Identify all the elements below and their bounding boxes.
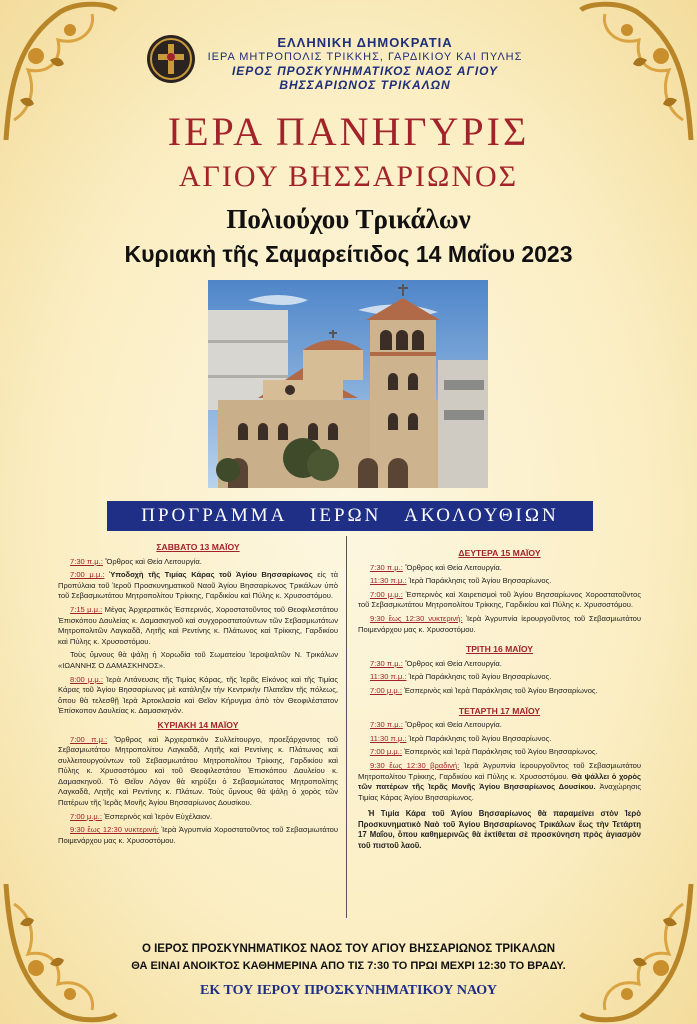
- entry-text: Ἱερὰ Ἀγρυπνία ἱερουργοῦντος τοῦ Σεβασμιωτάτου Μητροπολίτου Τρίκκης, Γαρδικίου καὶ Πύλης κ. Χρυσοστόμου.: [358, 760, 641, 781]
- schedule-entry: [58, 825, 338, 846]
- entry-text: Ὄρθρος καὶ Θεία Λειτουργία.: [404, 658, 502, 668]
- entry-time: 7:30 π.μ.:: [370, 720, 403, 730]
- entry-time: 7:00 μ.μ.:: [70, 811, 102, 821]
- entry-text: Ἑσπερινὸς καὶ Ἱερὰ Παράκλησις τοῦ Ἁγίου Βησσαρίωνος.: [404, 685, 598, 695]
- schedule-entry: [358, 563, 641, 574]
- entry-time: 11:30 π.μ.:: [370, 733, 407, 743]
- schedule-entry: [58, 570, 338, 602]
- header-line-2: ΙΕΡΑ ΜΗΤΡΟΠΟΛΙΣ ΤΡΙΚΚΗΣ, ΓΑΡΔΙΚΙΟΥ ΚΑΙ ΠΥΛΗΣ: [207, 51, 523, 63]
- entry-time: 11:30 π.μ.:: [370, 672, 407, 682]
- footer-line-2: ΘΑ ΕΙΝΑΙ ΑΝΟΙΚΤΟΣ ΚΑΘΗΜΕΡΙΝΑ ΑΠΟ ΤΙΣ 7:30 ΤΟ ΠΡΩΙ ΜΕΧΡΙ 12:30 ΤΟ ΒΡΑΔΥ.: [131, 960, 566, 972]
- entry-text: εἰς τὰ Προπύλαια τοῦ Ἱεροῦ Προσκυνηματικοῦ Ναοῦ Ἁγίου Βησσαρίωνος Τρικάλων ὑπὸ τοῦ Σεβασμιωτάτου Μητροπολίτου Τρίκκης, Γαρδικίου καὶ Πύλης κ. Χρυσοστόμου.: [58, 570, 338, 601]
- entry-text: Ὄρθρος καὶ Θεία Λειτουργία.: [404, 720, 502, 730]
- schedule-entry: [58, 650, 338, 671]
- entry-time: 7:30 π.μ.:: [370, 658, 403, 668]
- schedule-entry: [358, 747, 641, 758]
- header-line-4: ΒΗΣΣΑΡΙΩΝΟΣ ΤΡΙΚΑΛΩΝ: [279, 78, 451, 92]
- schedule-entry: [358, 686, 641, 697]
- schedule-entry: [58, 605, 338, 647]
- schedule-entry: [358, 761, 641, 803]
- entry-text: Ἱερὰ Παράκλησις τοῦ Ἁγίου Βησσαρίωνος.: [408, 672, 552, 682]
- schedule-entry: [358, 576, 641, 587]
- schedule-entry: [58, 735, 338, 809]
- program-banner: ΠΡΟΓΡΑΜΜΑ ΙΕΡΩΝ ΑΚΟΛΟΥΘΙΩΝ: [107, 501, 593, 531]
- entry-time: 7:00 μ.μ.:: [370, 589, 403, 599]
- column-divider: [346, 536, 347, 918]
- entry-text: Ἑσπερινὸς καὶ Ἱερὸν Εὐχέλαιον.: [104, 811, 213, 821]
- church-photo: [208, 280, 488, 488]
- entry-bold-text: Ὑποδοχὴ τῆς Τιμίας Κάρας τοῦ Ἁγίου Βησσαρίωνος: [109, 570, 313, 580]
- entry-text: Ἑσπερινὸς καὶ Ἱερὰ Παράκλησις τοῦ Ἁγίου Βησσαρίωνος.: [404, 747, 598, 757]
- relic-note: Ἡ Τιμία Κάρα τοῦ Ἁγίου Βησσαρίωνος θὰ παραμείνει στὸν Ἱερὸ Προσκυνηματικὸ Ναὸ τοῦ Ἁγίου Βησσαρίωνος Τρικάλων ἕως τὴν Τετάρτη 17 Μαΐου, ὅπου καθημερινῶς θὰ ἐκτίθεται σὲ προσκύνηση πρὸς ἁγιασμὸν τοῦ πιστοῦ λαοῦ.: [358, 809, 641, 851]
- entry-time: 7:00 π.μ.:: [70, 734, 108, 744]
- schedule-entry: [358, 672, 641, 683]
- day-heading-sunday: ΚΥΡΙΑΚΗ 14 ΜΑΪΟΥ: [157, 719, 239, 730]
- entry-text: Ἱερὰ Λιτάνευσις τῆς Τιμίας Κάρας, τῆς Ἱερᾶς Εἰκόνος καὶ τῆς Τιμίας Κάρας τοῦ Ἁγίου Βησσαρίωνος μὲ κατάληξιν τὴν Κεντρικὴν Πλατεῖαν τῆς πόλεως, ὅπου θὰ τελεσθῇ Ἱερὰ Ἀρτοκλασία καὶ Θεῖον Κήρυγμα ἀπὸ τὸν Θεοφιλέστατον Ἐπίσκοπον Δαυλείας κ. Δαμασκηνόν.: [58, 674, 338, 716]
- day-heading-saturday: ΣΑΒΒΑΤΟ 13 ΜΑΪΟΥ: [156, 542, 240, 552]
- schedule-entry: [358, 614, 641, 635]
- entry-bold-text: Θὰ ψάλλει ὁ χορὸς τῶν πατέρων τῆς Ἱερᾶς Μονῆς Ἁγίου Βησσαρίωνος Δουσίκου.: [358, 771, 641, 792]
- entry-time: 7:00 μ.μ.:: [70, 570, 105, 580]
- subtitle-patron: Πολιούχου Τρικάλων: [226, 204, 471, 234]
- entry-time: 7:30 π.μ.:: [370, 562, 403, 572]
- entry-time: 7:00 μ.μ.:: [370, 685, 402, 695]
- entry-time: 7:30 π.μ.:: [70, 556, 103, 566]
- schedule-entry: [358, 659, 641, 670]
- schedule-entry: [58, 812, 338, 823]
- footer-signature: ΕΚ ΤΟΥ ΙΕΡΟΥ ΠΡΟΣΚΥΝΗΜΑΤΙΚΟΥ ΝΑΟΥ: [200, 983, 497, 998]
- entry-text: Ἱερὰ Ἀγρυπνία ἱερουργοῦντος τοῦ Σεβασμιωτάτου Ποιμενάρχου μας κ. Χρυσοστόμου.: [358, 613, 641, 634]
- entry-time: 7:15 μ.μ.:: [70, 604, 103, 614]
- header-line-3: ΙΕΡΟΣ ΠΡΟΣΚΥΝΗΜΑΤΙΚΟΣ ΝΑΟΣ ΑΓΙΟΥ: [231, 64, 499, 78]
- day-heading-monday: ΔΕΥΤΕΡΑ 15 ΜΑΪΟΥ: [458, 548, 541, 558]
- entry-text: Μέγας Ἀρχιερατικὸς Ἑσπερινός, Χοροστατοῦντος τοῦ Θεοφιλεστάτου Ἐπισκόπου Δαυλείας κ. Δαμασκηνοῦ καὶ συγχοροστατούντων τῶν Σεβασμιωτάτων Μητροπολιτῶν Λαγκαδᾶ, Λητῆς καὶ Ρεντίνης κ. Πλάτωνος καὶ Τρίκκης, Γαρδικίου καὶ Πύλης κ. Χρυσοστόμου.: [58, 604, 338, 646]
- schedule-entry: [58, 675, 338, 717]
- entry-time: 9:30 ἕως 12:30 νυκτερινή:: [370, 613, 463, 623]
- event-date: Κυριακὴ τῆς Σαμαρείτιδος 14 Μαΐου 2023: [124, 241, 573, 267]
- entry-text: Ἱερὰ Ἀγρυπνία Χοροστατοῦντος τοῦ Σεβασμιωτάτου Ποιμενάρχου μας κ. Χρυσοστόμου.: [58, 825, 338, 845]
- entry-time: 9:30 ἕως 12:30 νυκτερινή:: [70, 825, 159, 835]
- entry-text: Ἱερὰ Παράκλησις τοῦ Ἁγίου Βησσαρίωνος.: [408, 576, 552, 586]
- schedule-entry: [358, 734, 641, 745]
- entry-text: Ὄρθρος καὶ Ἀρχιερατικὸν Συλλείτουργο, προεξάρχοντος τοῦ Σεβασμιωτάτου Μητροπολίτου Λαγκαδᾶ, Λητῆς καὶ Ρεντίνης κ. Πλάτωνος καὶ συλλειτουργούντων τοῦ Σεβασμιωτάτου Μητροπολίτου Τρίκκης, Γαρδικίου καὶ Πύλης κ. Χρυσοστόμου καὶ τοῦ Θεοφιλεστάτου Ἐπισκόπου Δαυλείου κ. Δαμασκηνοῦ. Τὸ Θεῖον Λόγον θὰ κηρύξει ὁ Σεβασμιώτατος Μητροπολίτης Λαγκαδᾶ, Λητῆς καὶ Ρεντίνης κ. Πλάτων. Τοὺς ὕμνους θὰ ψάλῃ ὁ χορὸς τῶν Πατέρων τῆς Ἱερᾶς Μονῆς Ἁγίου Βησσαρίωνος Δουσίκου.: [58, 734, 338, 808]
- entry-time: 11:30 π.μ.:: [370, 576, 407, 586]
- metropolis-seal-icon: [146, 34, 196, 84]
- day-heading-wednesday: ΤΕΤΑΡΤΗ 17 ΜΑΪΟΥ: [458, 705, 541, 716]
- header-line-1: ΕΛΛΗΝΙΚΗ ΔΗΜΟΚΡΑΤΙΑ: [277, 35, 453, 50]
- schedule-entry: [58, 557, 338, 568]
- main-title: ΙΕΡΑ ΠΑΝΗΓΥΡΙΣ: [167, 109, 530, 154]
- entry-text: Ὄρθρος καὶ Θεία Λειτουργία.: [104, 556, 202, 566]
- header-block: [200, 36, 530, 92]
- entry-text: Τοὺς ὕμνους θὰ ψάλῃ ἡ Χορωδία τοῦ Σωματείου Ἱεροψαλτῶν Ν. Τρικάλων «ΙΩΑΝΝΗΣ Ο ΔΑΜΑΣΚΗΝΟΣ».: [58, 650, 338, 670]
- entry-text: Ἱερὰ Παράκλησις τοῦ Ἁγίου Βησσαρίωνος.: [408, 733, 552, 743]
- footer-line-1: Ο ΙΕΡΟΣ ΠΡΟΣΚΥΝΗΜΑΤΙΚΟΣ ΝΑΟΣ ΤΟΥ ΑΓΙΟΥ ΒΗΣΣΑΡΙΩΝΟΣ ΤΡΙΚΑΛΩΝ: [141, 943, 556, 955]
- schedule-left-column: [58, 540, 338, 849]
- entry-text: Ἀναχώρησις Τιμίας Κάρας Ἁγίου Βησσαρίωνος.: [358, 782, 641, 802]
- entry-time: 7:00 μ.μ.:: [370, 747, 402, 757]
- entry-text: Ἑσπερινὸς καὶ Χαιρετισμοὶ τοῦ Ἁγίου Βησσαρίωνος Χοροστατοῦντος τοῦ Σεβασμιωτάτου Μητροπολίτου Τρίκκης, Γαρδικίου καὶ Πύλης κ. Χρυσοστόμου.: [358, 589, 641, 610]
- day-heading-tuesday: ΤΡΙΤΗ 16 ΜΑΪΟΥ: [465, 644, 534, 655]
- schedule-entry: [358, 590, 641, 611]
- entry-time: 9:30 ἕως 12:30 βραδινή:: [370, 760, 460, 770]
- entry-time: 8:00 μ.μ.:: [70, 674, 103, 684]
- subtitle-saint: ΑΓΙΟΥ ΒΗΣΣΑΡΙΩΝΟΣ: [178, 160, 519, 193]
- schedule-entry: [358, 720, 641, 731]
- entry-text: Ὄρθρος καὶ Θεία Λειτουργία.: [404, 562, 502, 572]
- schedule-right-column: [358, 546, 641, 852]
